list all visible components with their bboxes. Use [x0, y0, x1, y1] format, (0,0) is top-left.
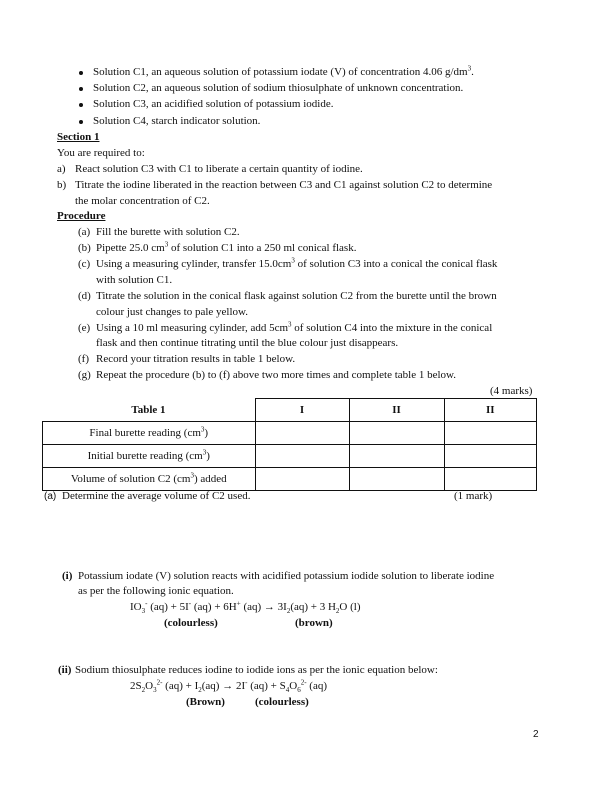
superscript: -: [188, 599, 192, 608]
step-label: (b): [78, 242, 91, 254]
superscript: -: [245, 678, 248, 687]
task-text: React solution C3 with C1 to liberate a certain quantity of iodine.: [75, 163, 363, 175]
table-cell[interactable]: [349, 422, 444, 445]
column-header: II: [444, 399, 537, 422]
step-text-part: of solution C1 into a 250 ml conical flask.: [168, 242, 357, 254]
eq-part: (aq) + 5I: [147, 601, 189, 613]
step-label: (c): [78, 258, 91, 270]
table-title: Table 1: [43, 399, 256, 422]
info-text: as per the following ionic equation.: [78, 585, 234, 597]
solution-text: Solution C1, an aqueous solution of potassium iodate (V) of concentration 4.06 g/dm: [93, 66, 468, 78]
eq-part: (aq): [306, 680, 328, 692]
task-text-continued: the molar concentration of C2.: [75, 195, 210, 207]
step-text: [96, 258, 497, 271]
eq-part: (aq) + S: [247, 680, 286, 692]
table-cell[interactable]: [444, 422, 537, 445]
info-label: (ii): [58, 664, 72, 676]
task-label: b): [57, 179, 67, 191]
step-text-part: Using a measuring cylinder, transfer 15.0cm: [96, 258, 292, 270]
question-marks: (1 mark): [454, 490, 493, 502]
equation-label-right: (colourless): [255, 696, 309, 708]
eq-part: (aq) → 3I: [240, 601, 287, 613]
bullet-icon: [79, 120, 83, 124]
solution-item: [93, 66, 474, 79]
step-text-continued: colour just changes to pale yellow.: [96, 306, 249, 318]
superscript: 3: [291, 256, 295, 265]
row-label-text: ) added: [193, 473, 227, 485]
row-label-text: ): [204, 427, 209, 439]
subscript: 2: [286, 607, 291, 616]
table-cell[interactable]: [255, 445, 349, 468]
superscript: 3: [200, 425, 205, 434]
step-text-part: of solution C4 into the mixture in the conical: [291, 322, 493, 334]
equation: [130, 680, 327, 693]
question-label: (a): [44, 491, 57, 502]
question-text: Determine the average volume of C2 used.: [62, 490, 251, 502]
equation: [130, 601, 361, 614]
bullet-icon: [79, 71, 83, 75]
superscript: -: [145, 599, 148, 608]
row-label-text: Initial burette reading (cm: [87, 450, 203, 462]
eq-part: (aq) → 2I: [201, 680, 246, 692]
eq-part: (aq) + 6H: [191, 601, 237, 613]
column-header: I: [255, 399, 349, 422]
table-cell[interactable]: [444, 468, 537, 491]
step-text: Titrate the solution in the conical flask against solution C2 from the burette until the brown: [96, 290, 497, 302]
subscript: 6: [297, 686, 301, 695]
row-label: [43, 422, 256, 445]
step-text-continued: flask and then continue titrating until the blue colour just disappears.: [96, 337, 399, 349]
eq-part: (aq) + 3 H: [290, 601, 336, 613]
bullet-icon: [79, 103, 83, 107]
table-cell[interactable]: [349, 468, 444, 491]
subscript: 4: [285, 686, 290, 695]
page-number: 2: [533, 729, 539, 740]
row-label: [43, 445, 256, 468]
subscript: 2: [335, 607, 340, 616]
info-label: (i): [62, 570, 73, 582]
row-label-text: Final burette reading (cm: [89, 427, 201, 439]
step-text: Record your titration results in table 1 below.: [96, 353, 296, 365]
row-label-text: Volume of solution C2 (cm: [70, 473, 191, 485]
step-text: Repeat the procedure (b) to (f) above two more times and complete table 1 below.: [96, 369, 457, 381]
row-label-text: ): [206, 450, 210, 462]
bullet-icon: [79, 87, 83, 91]
eq-part: 2S: [130, 680, 142, 692]
table-row: [43, 422, 537, 445]
step-text-part: Using a 10 ml measuring cylinder, add 5cm: [96, 322, 289, 334]
step-label: (a): [78, 226, 91, 238]
section-heading: Section 1: [57, 131, 100, 143]
info-text: Potassium iodate (V) solution reacts with acidified potassium iodide solution to liberate iodine: [78, 570, 495, 582]
superscript: 3: [202, 448, 207, 457]
procedure-heading: Procedure: [57, 210, 106, 222]
superscript: 3: [164, 240, 169, 249]
column-header: II: [349, 399, 444, 422]
superscript: 2-: [156, 678, 163, 687]
solution-item: Solution C2, an aqueous solution of sodium thiosulphate of unknown concentration.: [93, 82, 464, 94]
row-label: [43, 468, 256, 491]
step-label: (f): [78, 353, 89, 365]
superscript: 3: [467, 64, 472, 73]
marks-label: (4 marks): [490, 385, 533, 397]
subscript: 3: [153, 686, 157, 695]
eq-part: (aq) + I: [162, 680, 199, 692]
table-header-row: [43, 399, 537, 422]
table-cell[interactable]: [255, 468, 349, 491]
solution-item: Solution C4, starch indicator solution.: [93, 115, 261, 127]
table-cell[interactable]: [255, 422, 349, 445]
equation-label-left: (colourless): [164, 617, 218, 629]
eq-part: O: [289, 680, 298, 692]
subscript: 2: [198, 686, 202, 695]
step-label: (e): [78, 322, 91, 334]
step-label: (g): [78, 369, 91, 381]
table-cell[interactable]: [444, 445, 537, 468]
step-text: [96, 322, 492, 335]
superscript: 3: [288, 320, 292, 329]
step-label: (d): [78, 290, 91, 302]
superscript: +: [236, 599, 241, 608]
table-row: [43, 468, 537, 491]
equation-label-left: (Brown): [186, 696, 225, 708]
subscript: 2: [141, 686, 146, 695]
step-text-continued: with solution C1.: [96, 274, 173, 286]
eq-part: O (l): [339, 601, 361, 613]
task-text: Titrate the iodine liberated in the reaction between C3 and C1 against solution C2 to determine: [75, 179, 493, 191]
info-text: Sodium thiosulphate reduces iodine to iodide ions as per the ionic equation below:: [75, 664, 438, 676]
section-intro: You are required to:: [57, 147, 145, 159]
punctuation: .: [471, 66, 474, 78]
equation-label-right: (brown): [295, 617, 333, 629]
solution-item: Solution C3, an acidified solution of potassium iodide.: [93, 98, 334, 110]
step-text: [96, 242, 356, 255]
step-text: Fill the burette with solution C2.: [96, 226, 240, 238]
superscript: 3: [190, 471, 194, 480]
superscript: 2-: [300, 678, 307, 687]
table-row: [43, 445, 537, 468]
step-text-part: of solution C3 into a conical the conical flask: [294, 258, 498, 270]
eq-part: IO: [130, 601, 142, 613]
step-text-part: Pipette 25.0 cm: [96, 242, 165, 254]
results-table: [42, 398, 537, 491]
table-cell[interactable]: [349, 445, 444, 468]
subscript: 3: [141, 607, 146, 616]
eq-part: O: [145, 680, 154, 692]
task-label: a): [57, 163, 66, 175]
